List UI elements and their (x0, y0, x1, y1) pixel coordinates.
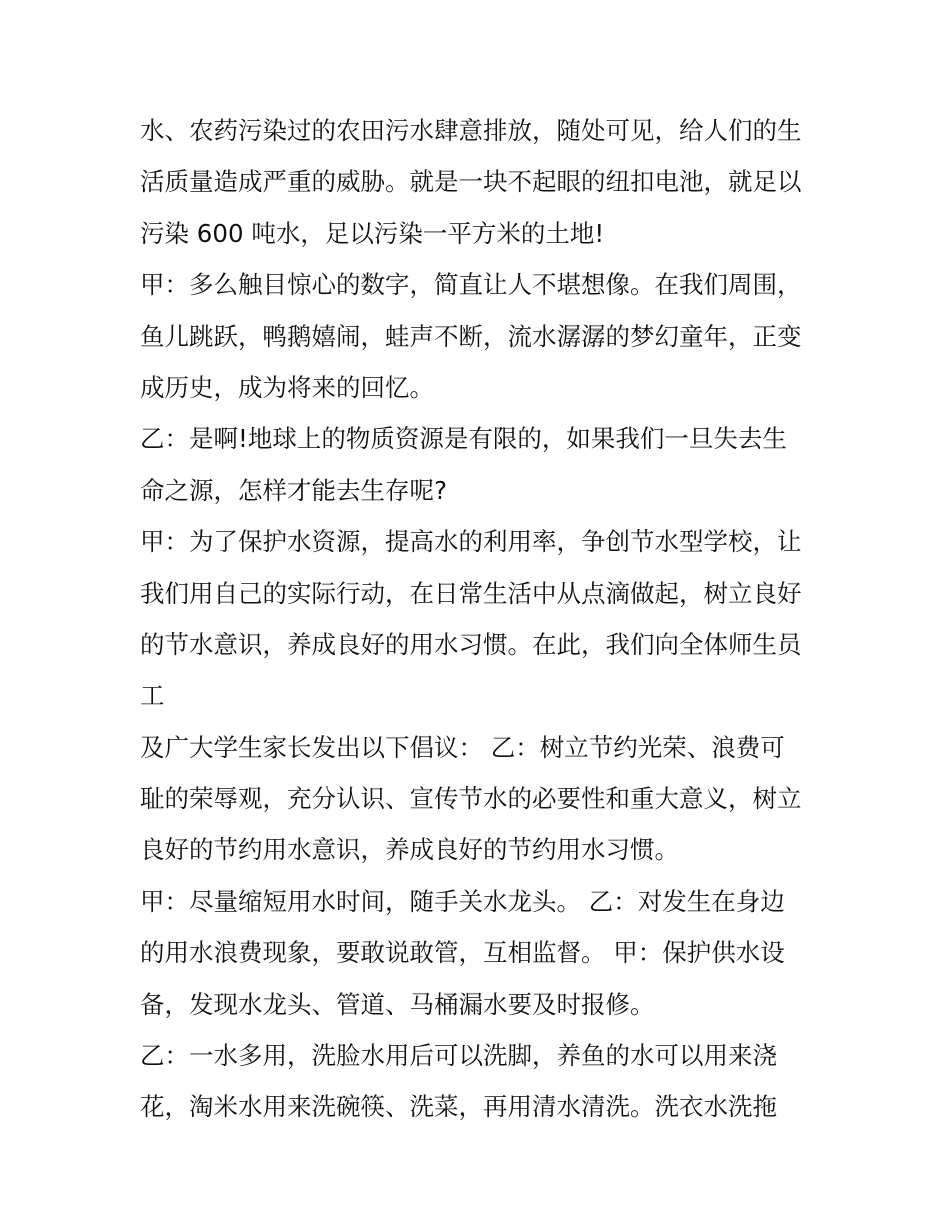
text-line: 污染 600 吨水，足以污染一平方米的土地! (140, 218, 605, 248)
text-line: 的用水浪费现象，要敢说敢管，互相监督。 甲：保护供水设 (140, 938, 785, 968)
text-line: 的节水意识，养成良好的用水习惯。在此，我们向全体师生员 (140, 629, 802, 659)
text-line: 甲：为了保护水资源，提高水的利用率，争创节水型学校，让 (140, 527, 802, 557)
text-line: 及广大学生家长发出以下倡议： 乙：树立节约光荣、浪费可 (140, 732, 785, 762)
text-line: 鱼儿跳跃，鸭鹅嬉闹，蛙声不断，流水潺潺的梦幻童年，正变 (140, 321, 802, 351)
text-line: 花，淘米水用来洗碗筷、洗菜，再用清水清洗。洗衣水洗拖 (140, 1092, 777, 1122)
text-line: 成历史，成为将来的回忆。 (140, 372, 434, 402)
text-line: 备，发现水龙头、管道、马桶漏水要及时报修。 (140, 989, 655, 1019)
text-line: 命之源，怎样才能去生存呢? (140, 475, 448, 505)
text-line: 甲：多么触目惊心的数字，简直让人不堪想像。在我们周围， (140, 270, 802, 300)
text-line: 甲：尽量缩短用水时间，随手关水龙头。 乙：对发生在身边 (140, 886, 785, 916)
text-line: 耻的荣辱观，充分认识、宣传节水的必要性和重大意义，树立 (140, 784, 802, 814)
text-line: 乙：一水多用，洗脸水用后可以洗脚，养鱼的水可以用来浇 (140, 1041, 777, 1071)
text-line: 水、农药污染过的农田污水肆意排放，随处可见，给人们的生 (140, 116, 802, 145)
document-body (140, 105, 830, 1133)
text-line: 我们用自己的实际行动，在日常生活中从点滴做起，树立良好 (140, 578, 802, 608)
text-line: 工 (140, 681, 165, 711)
text-line: 活质量造成严重的威胁。就是一块不起眼的纽扣电池，就足以 (140, 167, 802, 197)
text-line: 良好的节约用水意识，养成良好的节约用水习惯。 (140, 835, 679, 865)
text-line: 乙：是啊!地球上的物质资源是有限的，如果我们一旦失去生 (140, 424, 787, 454)
